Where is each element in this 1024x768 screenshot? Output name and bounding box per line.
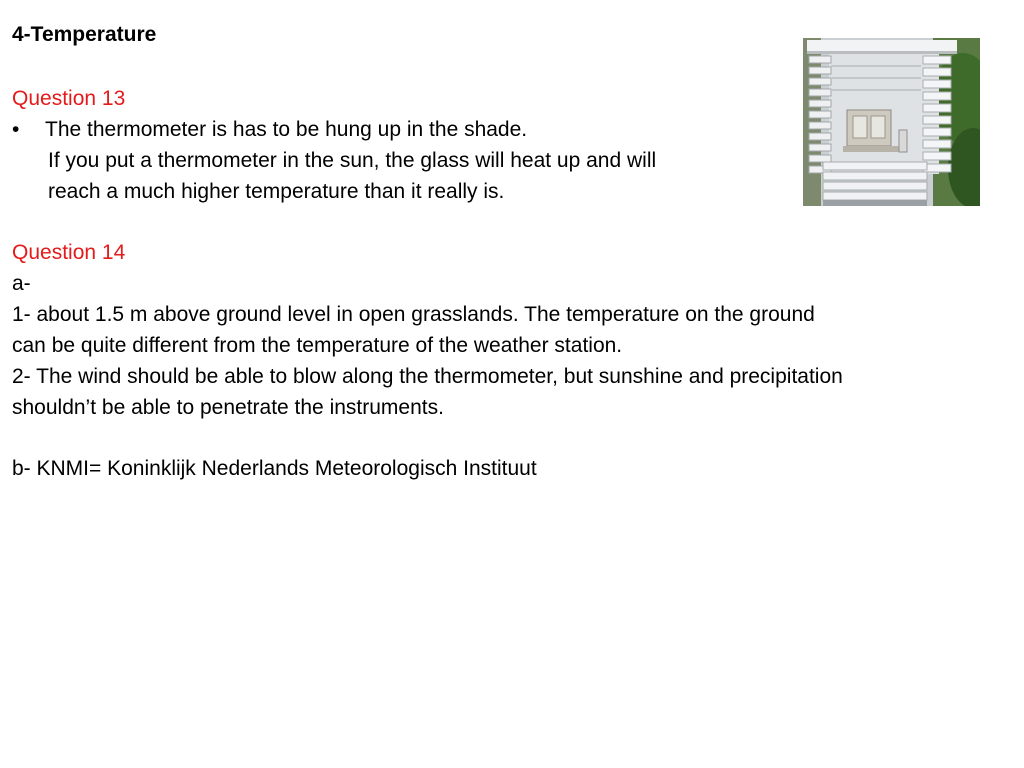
question-14-part-b: b- KNMI= Koninklijk Nederlands Meteorologisch Instituut [12, 457, 537, 480]
question-13-explanation-line-1: If you put a thermometer in the sun, the glass will heat up and will [48, 149, 657, 172]
question-13-bullet-text: The thermometer is has to be hung up in the shade. [45, 118, 528, 141]
question-14-part-a-label: a- [12, 272, 31, 295]
answer-a1-line-2: can be quite different from the temperature of the weather station. [12, 334, 623, 357]
question-13-bullet-item [12, 116, 527, 144]
answer-a2-line-1: 2- The wind should be able to blow along the thermometer, but sunshine and precipitation [12, 365, 843, 388]
weather-station-shelter-image [803, 38, 980, 206]
bullet-marker: • [12, 118, 20, 141]
question-13-heading: Question 13 [12, 87, 126, 110]
answer-a2-line-2: shouldn’t be able to penetrate the instruments. [12, 396, 444, 419]
question-13-explanation-line-2: reach a much higher temperature than it really is. [48, 180, 505, 203]
weather-station-photo [803, 38, 980, 206]
question-14-heading: Question 14 [12, 241, 126, 264]
slide-title: 4-Temperature [12, 23, 157, 46]
answer-a1-line-1: 1- about 1.5 m above ground level in open grasslands. The temperature on the ground [12, 303, 815, 326]
